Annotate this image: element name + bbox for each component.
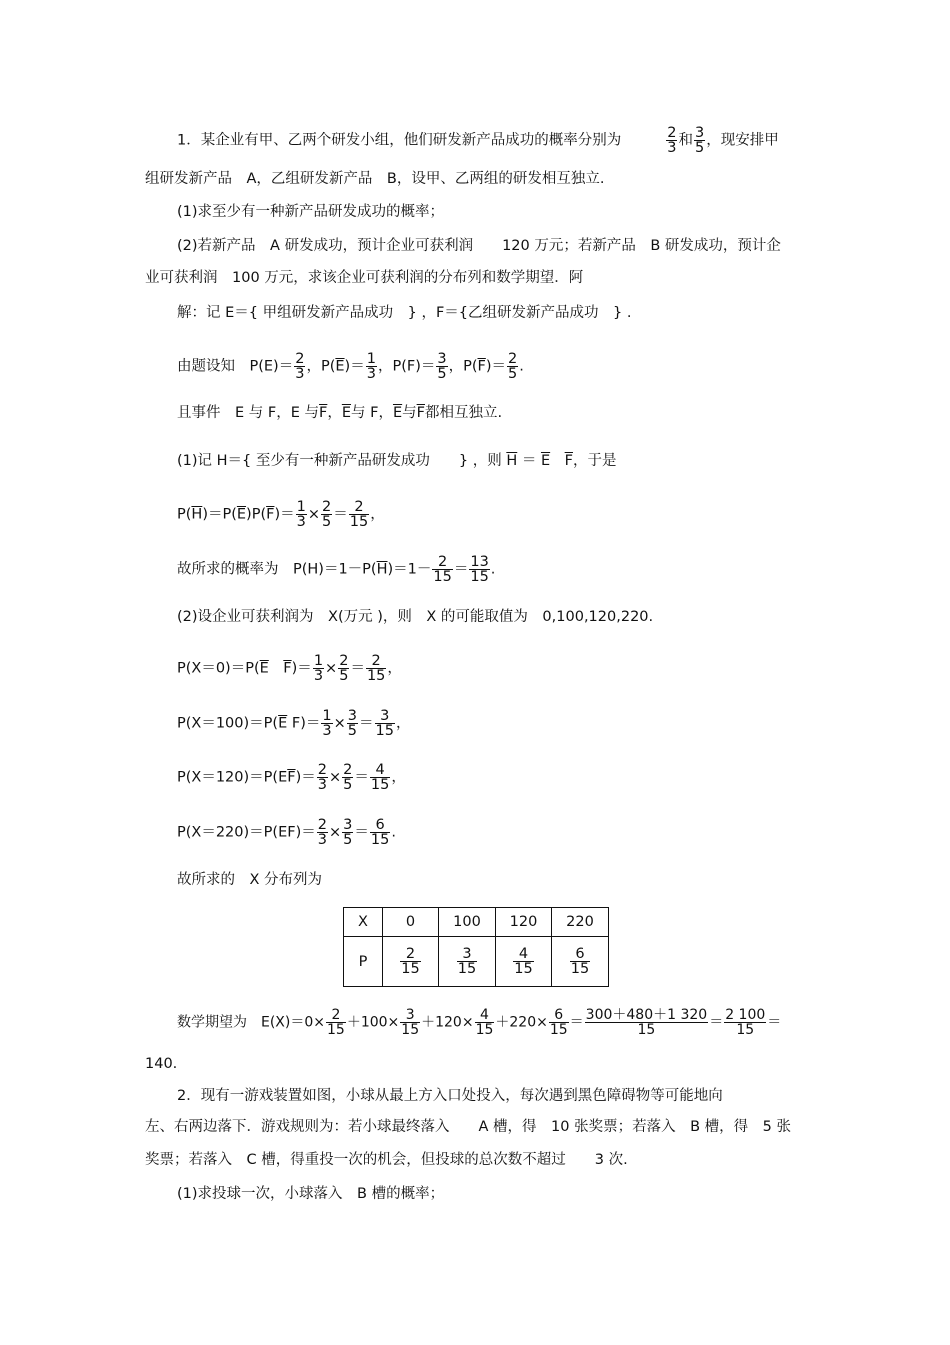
problem2-question1: (1)求投球一次，小球落入 B 槽的概率； — [177, 1186, 445, 1202]
question1: (1)求至少有一种新产品研发成功的概率； — [177, 204, 445, 220]
table-cell — [439, 937, 496, 987]
table-header-x: X — [344, 908, 383, 937]
table-row — [344, 937, 609, 987]
fraction: $\frac{2}{5}$ — [339, 653, 349, 684]
fraction: $\frac{3}{5}$ — [347, 708, 357, 739]
px100-line: $P(X=100)=P(\overline{E}$ F)＝ $\frac{1}{3}$ × $\frac{3}{5}$ ＝ $\frac{3}{15}$ ， — [177, 708, 411, 739]
fraction: $\frac{1}{3}$ — [313, 653, 324, 684]
px0-line: $P(X=0)=P(\overline{E}$ $\overline{F})=$ $\frac{1}{3}$ × $\frac{2}{5}$ ＝ $\frac{2}{15}$ ， — [177, 653, 402, 684]
fraction: $\frac{2}{5}$ — [343, 762, 353, 793]
fraction: $\frac{6}{15}$ — [549, 1007, 568, 1038]
px120-line: $P(X=120)=P(E\overline{F})=$ $\frac{2}{3}$ × $\frac{2}{5}$ ＝ $\frac{4}{15}$ ， — [177, 762, 406, 793]
event-h-definition: (1)记 H＝{ 至少有一种新产品研发成功 } ，则 $\overline{H} = \overline{E}$ $\overline{F}$，于是 — [177, 453, 617, 469]
fraction: $\frac{3}{5}$ — [343, 817, 353, 848]
table-cell — [383, 937, 439, 987]
distribution-table — [343, 907, 609, 987]
fraction: $\frac{2 100}{15}$ — [725, 1007, 766, 1038]
fraction: $\frac{2}{15}$ — [366, 653, 386, 684]
fraction: $\frac{2}{15}$ — [349, 499, 369, 530]
fraction: $\frac{4}{15}$ — [370, 762, 390, 793]
fraction: $\frac{2}{5}$ — [508, 351, 518, 382]
ph-complement: $P(\overline{H})=P(\overline{E})P(\overline{F})=$ $\frac{1}{3}$ × $\frac{2}{5}$ ＝ $\frac{2}{15}$ ， — [177, 499, 385, 530]
fraction: $\frac{2}{15}$ — [327, 1007, 345, 1038]
problem1-line2: 组研发新产品 A，乙组研发新产品 B，设甲、乙两组的研发相互独立. — [145, 171, 605, 187]
fraction: $\frac{2}{3}$ — [317, 817, 327, 848]
answer1: 故所求的概率为 $P(H)=1-P(\overline{H})=1-$ $\frac{2}{15}$ ＝ $\frac{13}{15}$ . — [177, 554, 496, 585]
table-cell — [552, 937, 609, 987]
px220-line: P(X＝220)＝P(EF)＝ $\frac{2}{3}$ × $\frac{3}{5}$ ＝ $\frac{6}{15}$ . — [177, 817, 396, 848]
fraction: $\frac{1}{3}$ — [322, 708, 332, 739]
fraction: $\frac{2}{3}$ — [317, 762, 327, 793]
fraction: $\frac{3}{15}$ — [457, 946, 477, 977]
fraction: $\frac{4}{15}$ — [514, 946, 533, 977]
problem1-line1: 1．某企业有甲、乙两个研发小组，他们研发新产品成功的概率分别为 $\frac{2}{3}$ 和 $\frac{3}{5}$ ，现安排甲 — [177, 125, 779, 156]
independence-statement: 且事件 E 与 F，E 与$\overline{F}$，$\overline{E}$与 F，$\overline{E}$与$\overline{F}$都相互独立. — [177, 405, 503, 421]
fraction: $\frac{2}{5}$ — [322, 499, 332, 530]
solution-intro: 解：记 E＝{ 甲组研发新产品成功 } ，F＝{乙组研发新产品成功 } . — [177, 305, 632, 321]
fraction: $\frac{1}{3}$ — [366, 351, 376, 382]
fraction: $\frac{6}{15}$ — [570, 946, 590, 977]
fraction: $\frac{6}{15}$ — [370, 817, 390, 848]
fraction: $\frac{2}{3}$ — [295, 351, 305, 382]
fraction: $\frac{3}{5}$ — [437, 351, 447, 382]
distribution-lead: 故所求的 X 分布列为 — [177, 872, 323, 888]
question2-line2: 业可获利润 100 万元，求该企业可获利润的分布列和数学期望．阿 — [145, 270, 584, 286]
fraction: $\frac{1}{3}$ — [296, 499, 306, 530]
given-probabilities: 由题设知 P(E)＝ $\frac{2}{3}$ ，$P(\overline{E})=$ $\frac{1}{3}$ ，P(F)＝ $\frac{3}{5}$ ，$P(\overline{F})=$ $\frac{2}{5}$ . — [177, 351, 524, 382]
fraction: $\frac{3}{15}$ — [401, 1007, 420, 1038]
problem2-line2: 左、右两边落下．游戏规则为：若小球最终落入 A 槽，得 10 张奖票；若落入 B 槽，得 5 张 — [145, 1119, 791, 1135]
table-row — [344, 908, 609, 937]
expectation-result: 140. — [145, 1056, 178, 1072]
x-definition: (2)设企业可获利润为 X(万元 )，则 X 的可能取值为 0,100,120,220. — [177, 609, 654, 625]
problem2-line1: 2．现有一游戏装置如图，小球从最上方入口处投入，每次遇到黑色障碍物等可能地向 — [177, 1088, 723, 1104]
table-cell: 100 — [439, 908, 496, 937]
question2-line1: (2)若新产品 A 研发成功，预计企业可获利润 120 万元；若新产品 B 研发成功，预计企 — [177, 238, 781, 254]
fraction: $\frac{300+480+1 320}{15}$ — [585, 1007, 708, 1038]
table-cell: 120 — [496, 908, 552, 937]
table-cell — [496, 937, 552, 987]
expectation-line: 数学期望为 E(X)＝0× $\frac{2}{15}$ ＋100× $\frac{3}{15}$ ＋120× $\frac{4}{15}$ ＋220× $\frac{6}{15}$ ＝ $\frac{300+480+1 320}{15}$ ＝ $\frac{2 100}{15}$ ＝ — [177, 1007, 782, 1038]
fraction: $\frac{2}{15}$ — [401, 946, 420, 977]
table-cell: 0 — [383, 908, 439, 937]
fraction: $\frac{2}{3}$ — [667, 125, 677, 156]
table-cell: 220 — [552, 908, 609, 937]
fraction: $\frac{2}{15}$ — [433, 554, 452, 585]
fraction: $\frac{3}{15}$ — [375, 708, 394, 739]
table-header-p: P — [344, 937, 383, 987]
fraction: $\frac{4}{15}$ — [475, 1007, 494, 1038]
problem2-line3: 奖票；若落入 C 槽，得重投一次的机会，但投球的总次数不超过 3 次. — [145, 1152, 628, 1168]
fraction: $\frac{13}{15}$ — [470, 554, 489, 585]
fraction: $\frac{3}{5}$ — [694, 125, 705, 156]
